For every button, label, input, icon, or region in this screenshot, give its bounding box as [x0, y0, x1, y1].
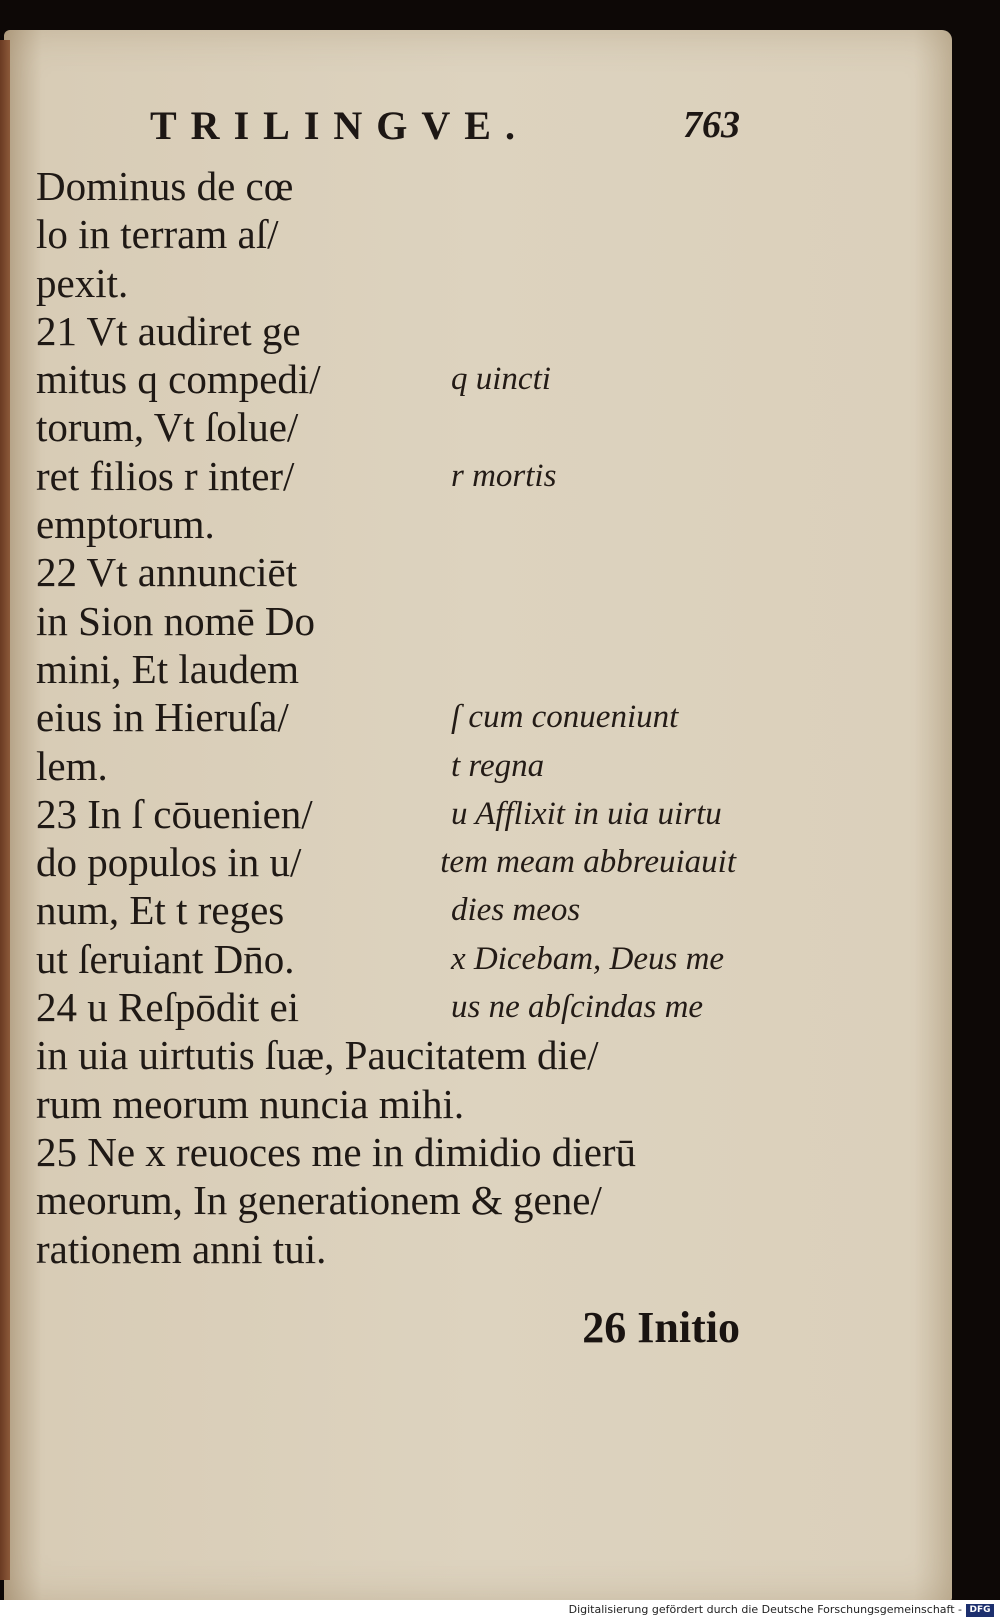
gloss-text: tem meam abbreuiauit [440, 844, 736, 881]
text-line [36, 742, 736, 790]
text-line [36, 886, 736, 934]
text-line [36, 500, 736, 548]
gloss-text: dies meos [451, 892, 581, 929]
digitization-footer [0, 1600, 1000, 1622]
main-text: ut ſeruiant Dn̄o. [36, 935, 295, 982]
text-line [36, 983, 736, 1031]
page-number: 763 [683, 104, 740, 146]
main-text: Dominus de cœ [36, 163, 294, 209]
footer-credit: Digitalisierung gefördert durch die Deutsche Forschungsgemeinschaft - [568, 1603, 962, 1616]
text-line [36, 403, 736, 451]
text-line [36, 210, 736, 258]
text-line [36, 307, 736, 355]
catchword: 26 Initio [582, 1303, 740, 1352]
main-text: ret filios r inter/ [36, 452, 295, 499]
text-line [36, 1031, 736, 1079]
main-text: meorum, In generationem & gene/ [36, 1177, 602, 1224]
gloss-text [411, 162, 451, 210]
text-line [36, 1225, 736, 1273]
gloss-text: us ne abſcindas me [451, 989, 704, 1026]
gloss-text [411, 645, 451, 693]
text-line [36, 838, 736, 886]
gloss-text: ſ cum conueniunt [451, 699, 679, 736]
text-line [36, 1080, 736, 1128]
main-text: emptorum. [36, 501, 215, 548]
gloss-text: q uincti [451, 361, 551, 398]
text-line [36, 597, 736, 645]
main-text: 22 Vt annunciēt [36, 549, 298, 596]
gloss-text [411, 259, 451, 307]
main-text: lem. [36, 742, 108, 789]
gloss-text [411, 548, 451, 596]
dfg-logo: DFG [966, 1604, 994, 1617]
main-text: 23 In ſ cōuenien/ [36, 790, 313, 837]
running-title: TRILINGVE. [150, 102, 529, 148]
text-line [36, 1176, 736, 1224]
gloss-text: t regna [451, 747, 545, 784]
text-line [36, 162, 736, 210]
main-text: in uia uirtutis ſuæ, Paucitatem die/ [36, 1032, 599, 1079]
main-text: num, Et t reges [36, 887, 285, 934]
gloss-text: u Afflixit in uia uirtu [451, 795, 722, 832]
text-block [36, 162, 736, 1273]
main-text: 25 Ne x reuoces me in dimidio dierū [36, 1128, 637, 1175]
main-text: 24 u Reſpōdit ei [36, 984, 300, 1031]
running-head [150, 100, 740, 150]
main-text: in Sion nomē Do [36, 597, 316, 644]
text-line [36, 790, 736, 838]
text-line [36, 645, 736, 693]
gloss-text [411, 597, 451, 645]
main-text: rum meorum nuncia mihi. [36, 1080, 465, 1127]
gloss-text [411, 500, 451, 548]
main-text: 21 Vt audiret ge [36, 307, 301, 354]
main-text: pexit. [36, 259, 129, 306]
main-text: mitus q compedi/ [36, 356, 321, 403]
main-text: lo in terram aſ/ [36, 211, 279, 258]
text-line [36, 693, 736, 741]
binding-edge [0, 40, 10, 1580]
main-text: torum, Vt ſolue/ [36, 404, 299, 451]
text-line [36, 935, 736, 983]
text-line [36, 548, 736, 596]
main-text: rationem anni tui. [36, 1225, 327, 1272]
gloss-text [411, 210, 451, 258]
main-text: do populos in u/ [36, 839, 302, 886]
main-text: eius in Hieruſa/ [36, 694, 289, 741]
main-text: mini, Et laudem [36, 645, 300, 692]
gloss-text [411, 403, 451, 451]
gloss-text: r mortis [451, 457, 557, 494]
gloss-text: x Dicebam, Deus me [451, 940, 725, 977]
text-line [36, 1128, 736, 1176]
text-line [36, 355, 736, 403]
gloss-text [411, 307, 451, 355]
text-line [36, 452, 736, 500]
text-line [36, 259, 736, 307]
